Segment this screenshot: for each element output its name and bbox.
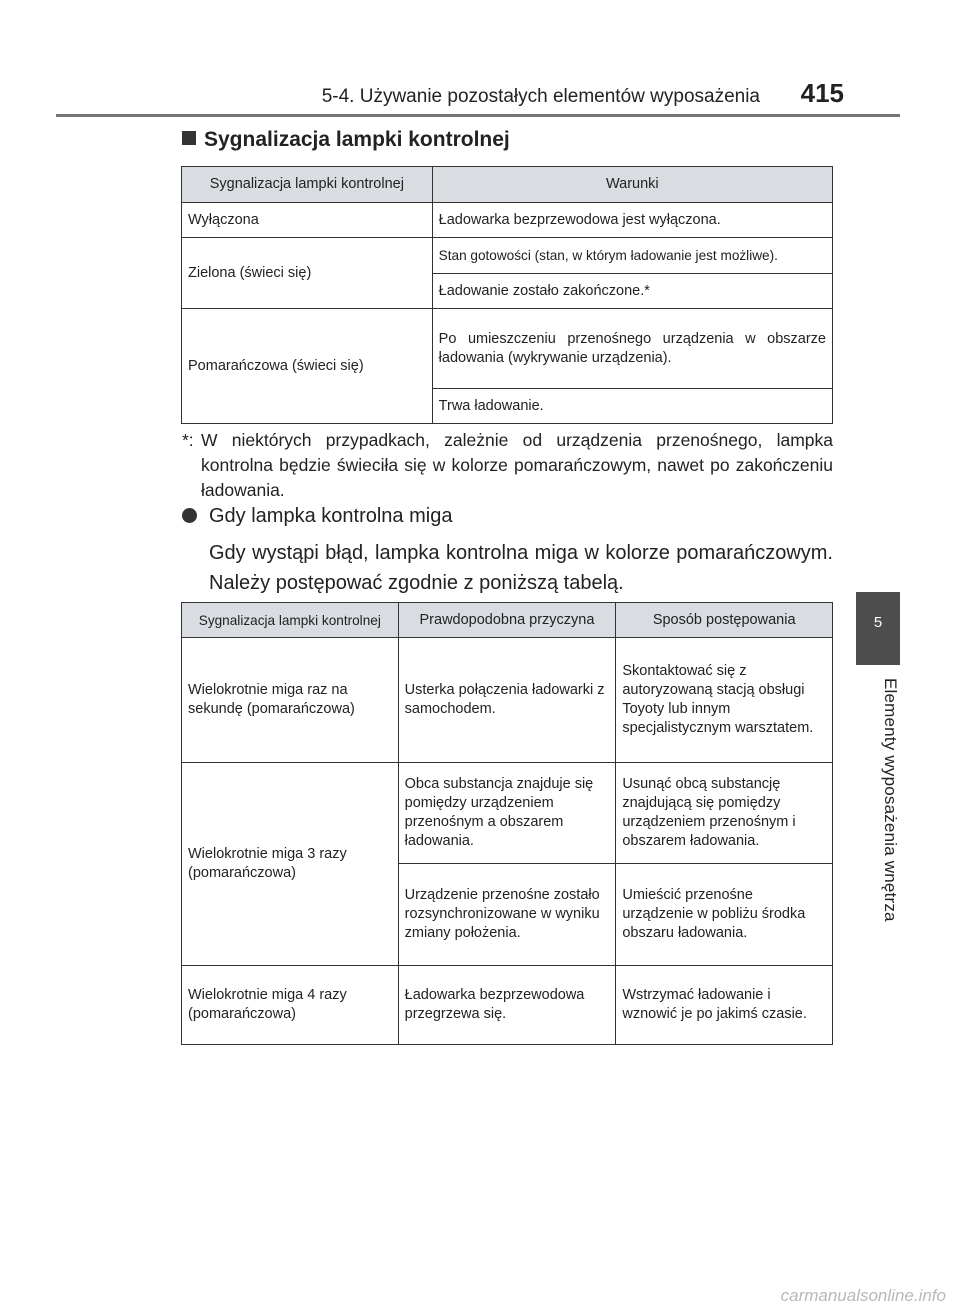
table2-cell: Ładowarka bezprzewodowa przegrzewa się. — [398, 966, 616, 1045]
page-header — [56, 78, 900, 114]
header-divider — [56, 114, 900, 117]
table2-cell: Obca substancja znajduje się pomiędzy urządzeniem przenośnym a obszarem ładowania. — [398, 763, 616, 864]
watermark: carmanualsonline.info — [780, 1286, 946, 1305]
table1-header-conditions: Warunki — [432, 167, 832, 203]
table2-cell: Wielokrotnie miga 3 razy (pomarańczowa) — [182, 763, 399, 966]
section-title-text: Sygnalizacja lampki kontrolnej — [204, 128, 510, 151]
table2-cell: Wstrzymać ładowanie i wznowić je po jakimś czasie. — [616, 966, 833, 1045]
table2-header-signal: Sygnalizacja lampki kontrolnej — [182, 603, 399, 638]
page-number: 415 — [800, 78, 844, 108]
blinking-table — [181, 602, 833, 1045]
table1-cell: Zielona (świeci się) — [182, 238, 433, 309]
table2-cell: Skontaktować się z autoryzowaną stacją obsługi Toyoty lub innym specjalistycznym warsztatem. — [616, 638, 833, 763]
table1-cell: Pomarańczowa (świeci się) — [182, 309, 433, 424]
table1-cell: Trwa ładowanie. — [432, 389, 832, 424]
square-bullet-icon — [182, 131, 196, 145]
chapter-label: Elementy wyposażenia wnętrza — [881, 678, 900, 922]
footnote-mark: *: — [182, 430, 194, 450]
table2-header-cause: Prawdopodobna przyczyna — [398, 603, 616, 638]
footnote-text: W niektórych przypadkach, zależnie od urządzenia przenośnego, lampka kontrolna będzie świeciła się w kolorze pomarańczowym, nawet po zakończeniu ładowania. — [201, 430, 833, 500]
table2-cell: Usterka połączenia ładowarki z samochodem. — [398, 638, 616, 763]
table2-cell: Wielokrotnie miga raz na sekundę (pomarańczowa) — [182, 638, 399, 763]
footnote — [182, 428, 833, 503]
indicator-table — [181, 166, 833, 424]
bullet-heading-text: Gdy lampka kontrolna miga — [209, 505, 453, 527]
table1-header-signal: Sygnalizacja lampki kontrolnej — [182, 167, 433, 203]
header-section-title: 5-4. Używanie pozostałych elementów wyposażenia — [321, 86, 760, 107]
table2-header-action: Sposób postępowania — [616, 603, 833, 638]
table1-cell: Ładowanie zostało zakończone.* — [432, 274, 832, 309]
table1-cell: Wyłączona — [182, 203, 433, 238]
chapter-number: 5 — [873, 614, 883, 631]
bullet-heading — [182, 505, 452, 528]
table1-cell: Po umieszczeniu przenośnego urządzenia w obszarze ładowania (wykrywanie urządzenia). — [432, 309, 832, 389]
table2-cell: Umieścić przenośne urządzenie w pobliżu środka obszaru ładowania. — [616, 864, 833, 966]
table2-cell: Usunąć obcą substancję znajdującą się pomiędzy urządzeniem przenośnym i obszarem ładowania. — [616, 763, 833, 864]
table1-cell: Stan gotowości (stan, w którym ładowanie jest możliwe). — [432, 238, 832, 274]
bullet-body: Gdy wystąpi błąd, lampka kontrolna miga w kolorze pomarańczowym. Należy postępować zgodnie z poniższą tabelą. — [209, 542, 833, 594]
chapter-tab — [856, 592, 900, 665]
section-title — [182, 128, 510, 152]
table1-cell: Ładowarka bezprzewodowa jest wyłączona. — [432, 203, 832, 238]
round-bullet-icon — [182, 508, 197, 523]
table2-cell: Wielokrotnie miga 4 razy (pomarańczowa) — [182, 966, 399, 1045]
table2-cell: Urządzenie przenośne zostało rozsynchronizowane w wyniku zmiany położenia. — [398, 864, 616, 966]
